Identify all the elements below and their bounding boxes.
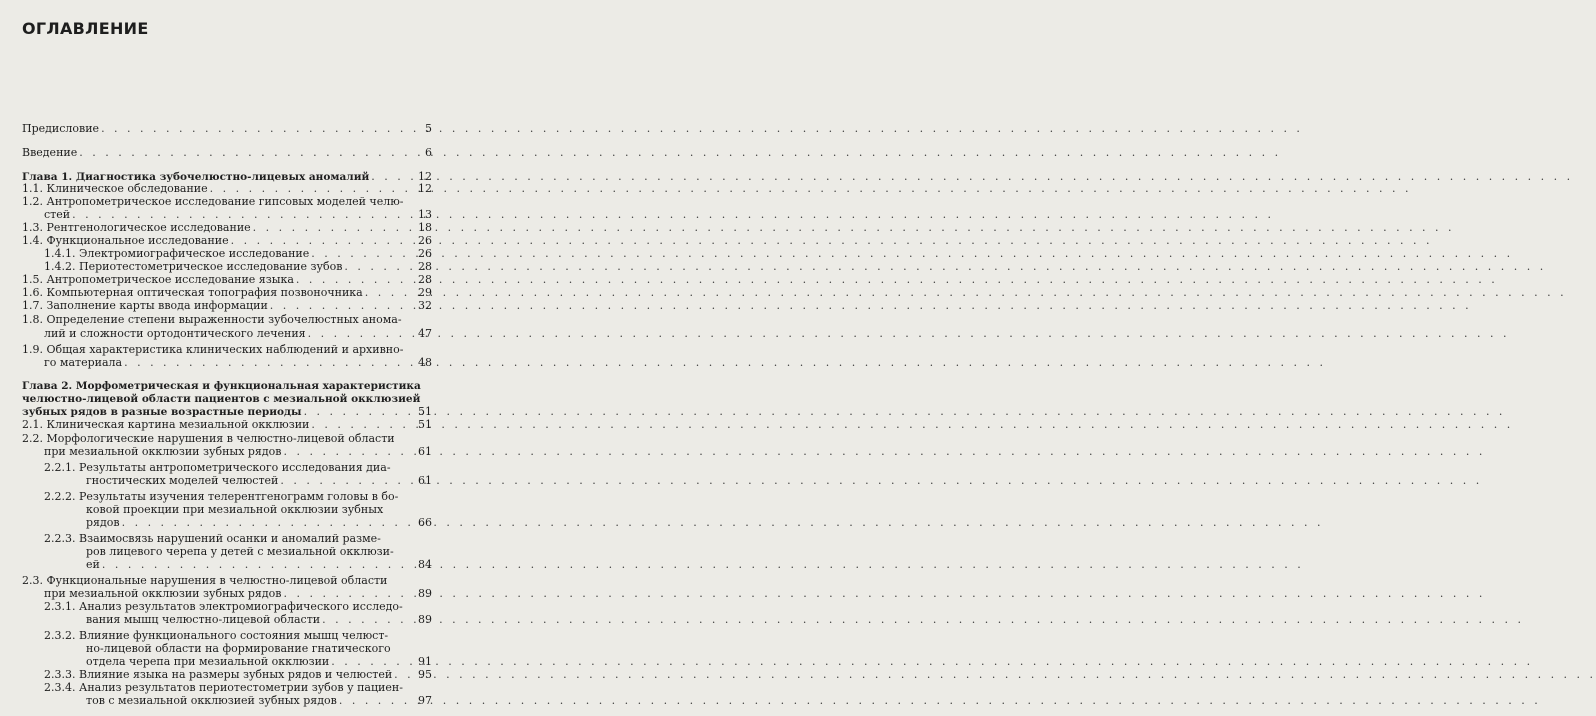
toc-page-number: 48 [418,356,432,369]
toc-entry [22,419,432,431]
toc-entry-title: 1.7. Заполнение карты ввода информации [22,299,268,312]
toc-entry [22,235,432,247]
dot-leader [253,222,416,234]
toc-entry [44,446,432,458]
toc-entry-title: 2.3. Функциональные нарушения в челюстно-лицевой области [22,574,388,587]
toc-entry-continuation: тов с мезиальной окклюзией зубных рядов [86,694,337,707]
toc-page-number: 29 [418,286,432,299]
toc-entry-continuation: отдела черепа при мезиальной окклюзии [86,655,330,668]
dot-leader [280,475,416,487]
toc-page-number: 12 [418,182,432,195]
toc-page-number: 66 [418,516,432,529]
toc-entry [22,222,432,234]
toc-entry-title: 2.2.3. Взаимосвязь нарушений осанки и аномалий разме- [44,532,381,545]
dot-leader [79,147,416,159]
toc-entry [44,669,432,681]
toc-entry-continuation: но-лицевой области на формирование гнатического [86,642,391,655]
toc-entry-continuation: рядов [86,516,120,529]
dot-leader [331,656,416,668]
dot-leader [210,183,416,195]
toc-entry-introduction [22,147,432,159]
toc-chapter-2 [22,406,432,418]
toc-entry-continuation: го материала [44,356,123,369]
toc-entry [86,475,432,487]
toc-entry-title: 2.3.1. Анализ результатов электромиографического исследо- [44,600,403,613]
toc-page-number: 12 [418,170,432,183]
toc-page-number: 26 [418,247,432,260]
toc-entry [86,695,432,707]
toc-page-number: 97 [418,694,432,707]
dot-leader [311,419,416,431]
toc-chapter-2-continuation: челюстно-лицевой области пациентов с мезиальной окклюзией [22,393,421,405]
toc-entry [44,261,432,273]
toc-page-number: 91 [418,655,432,668]
dot-leader [365,287,416,299]
dot-leader [344,261,416,273]
toc-entry [44,588,432,600]
toc-entry [44,328,432,340]
toc-entry-title: 2.3.2. Влияние функционального состояния мышц челюст- [44,629,389,642]
toc-entry [86,517,432,529]
toc-page-number: 89 [418,587,432,600]
toc-entry-title: 2.3.4. Анализ результатов периотестометрии зубов у пациен- [44,681,403,694]
toc-entry [22,274,432,286]
toc-page-number: 61 [418,445,432,458]
dot-leader [296,274,416,286]
toc-page-number: 6 [425,146,432,159]
toc-entry-continuation: стей [44,208,71,221]
toc-entry-continuation: лий и сложности ортодонтического лечения [44,327,306,340]
dot-leader [304,406,416,418]
toc-entry-continuation: гностических моделей челюстей [86,474,279,487]
toc-entry-continuation: ров лицевого черепа у детей с мезиальной окклюзи- [86,545,394,558]
toc-entry-title: 1.1. Клиническое обследование [22,182,208,195]
dot-leader [124,357,416,369]
toc-entry-title: 1.4.2. Периотестометрическое исследование зубов [44,260,343,273]
toc-entry-title: 1.9. Общая характеристика клинических наблюдений и архивно- [22,343,404,356]
dot-leader [72,209,416,221]
toc-entry-continuation: при мезиальной окклюзии зубных рядов [44,587,282,600]
toc-page-number: 84 [418,558,432,571]
toc-entry-title: Введение [22,146,78,159]
toc-entry [44,248,432,260]
toc-page-number: 26 [418,234,432,247]
toc-entry-title: 1.5. Антропометрическое исследование языка [22,273,294,286]
toc-entry [22,287,432,299]
toc-page-number: 51 [418,418,432,431]
toc-page-number: 5 [425,122,432,135]
dot-leader [311,248,416,260]
toc-entry-continuation: при мезиальной окклюзии зубных рядов [44,445,282,458]
toc-entry-title: 1.8. Определение степени выраженности зубочелюстных анома- [22,313,402,326]
toc-entry [44,357,432,369]
toc-page-number: 13 [418,208,432,221]
dot-leader [122,517,416,529]
toc-entry [86,656,432,668]
toc-entry-title: Глава 1. Диагностика зубочелюстно-лицевых аномалий [22,171,370,183]
toc-entry [44,209,432,221]
toc-page-number: 95 [418,668,432,681]
toc-page-number: 51 [418,405,432,418]
toc-entry-title: 1.2. Антропометрическое исследование гипсовых моделей челю- [22,195,404,208]
table-of-contents [0,0,450,716]
dot-leader [394,669,416,681]
toc-entry-continuation: ей [86,558,100,571]
toc-page-number: 18 [418,221,432,234]
dot-leader [283,588,416,600]
toc-entry-title: 1.4. Функциональное исследование [22,234,229,247]
toc-entry-title: 2.3.3. Влияние языка на размеры зубных рядов и челюстей [44,668,393,681]
toc-entry [86,614,432,626]
toc-page-number: 61 [418,474,432,487]
toc-page-number: 28 [418,260,432,273]
toc-entry-title: 2.2. Морфологические нарушения в челюстно-лицевой области [22,432,395,445]
dot-leader [283,446,416,458]
toc-entry-title: 2.2.1. Результаты антропометрического исследования диа- [44,461,391,474]
toc-page-number: 89 [418,613,432,626]
toc-entry-title: 2.2.2. Результаты изучения телерентгенограмм головы в бо- [44,490,399,503]
toc-entry-preface [22,123,432,135]
toc-entry-title: 1.3. Рентгенологическое исследование [22,221,251,234]
toc-page-number: 32 [418,299,432,312]
page-title: ОГЛАВЛЕНИЕ [22,19,149,38]
toc-page-number: 28 [418,273,432,286]
toc-page-number: 47 [418,327,432,340]
dot-leader [102,559,416,571]
toc-entry-title: 2.1. Клиническая картина мезиальной окклюзии [22,418,310,431]
toc-entry-title: 1.4.1. Электромиографическое исследование [44,247,310,260]
toc-entry [22,183,432,195]
dot-leader [322,614,416,626]
toc-entry [86,559,432,571]
dot-leader [339,695,416,707]
toc-entry [22,300,432,312]
toc-entry-title: Предисловие [22,122,100,135]
toc-page [0,0,450,716]
dot-leader [231,235,416,247]
dot-leader [101,123,416,135]
dot-leader [270,300,416,312]
toc-entry-continuation: ковой проекции при мезиальной окклюзии зубных [86,503,384,516]
dot-leader [308,328,416,340]
toc-entry-continuation: вания мышц челюстно-лицевой области [86,613,321,626]
toc-entry-continuation: зубных рядов в разные возрастные периоды [22,406,302,418]
toc-entry-title: 1.6. Компьютерная оптическая топография позвоночника [22,286,363,299]
toc-chapter-2-title: Глава 2. Морфометрическая и функциональная характеристика [22,380,421,392]
